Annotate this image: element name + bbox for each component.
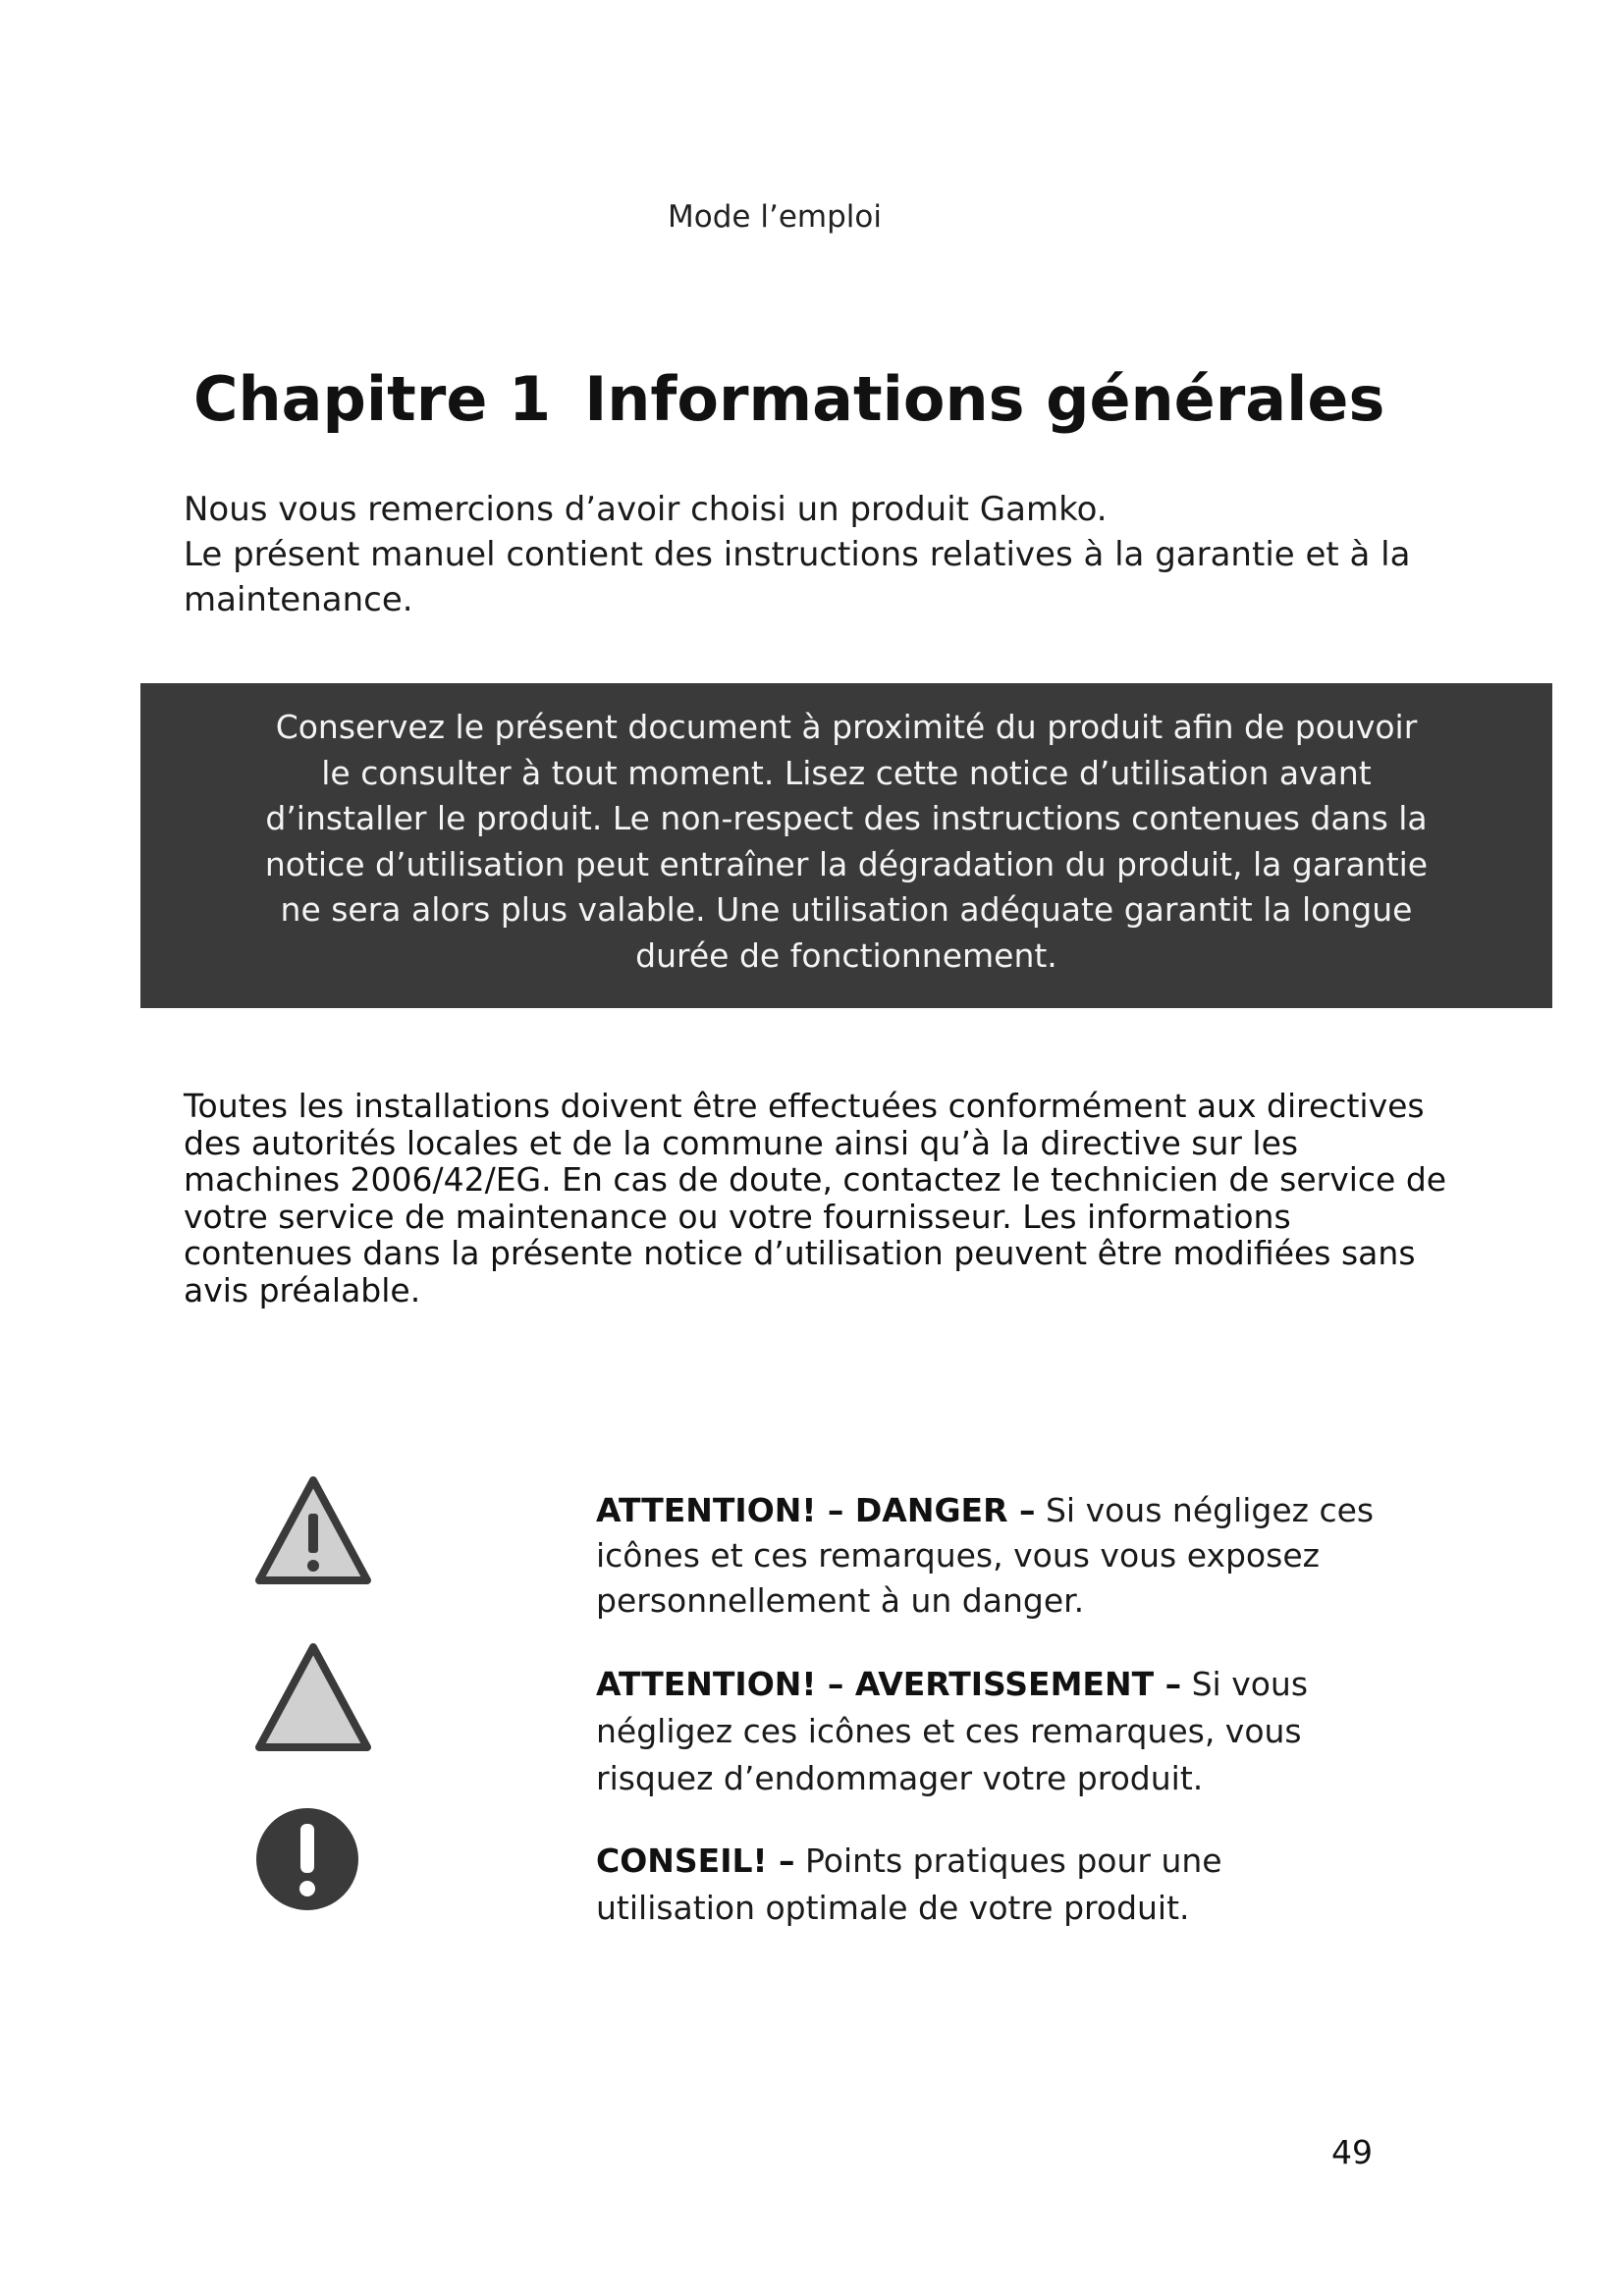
legend-warning bbox=[596, 1661, 1381, 1802]
legend-tip-keyword: CONSEIL! – bbox=[596, 1842, 795, 1880]
warning-triangle-icon bbox=[253, 1641, 373, 1753]
page-number: 49 bbox=[1331, 2133, 1373, 2171]
notice-text: Conservez le présent document à proximité du produit afin de pouvoir le consulter à tout moment. Lisez cette notice d’utilisation avant d’installer le produit. Le non-respect des instructions contenues dans la notice d’utilisation peut entraîner la dégradation du produit, la garantie ne sera alors plus valable. Une utilisation adéquate garantit la longue durée de fonctionnement. bbox=[264, 708, 1429, 975]
legend-danger-keyword: ATTENTION! – DANGER – bbox=[596, 1491, 1036, 1529]
tip-exclamation-icon bbox=[253, 1804, 373, 1914]
running-header: Mode l’emploi bbox=[668, 199, 882, 235]
intro-line-manual: Le présent manuel contient des instructions relatives à la garantie et à la maintenance. bbox=[184, 535, 1411, 619]
chapter-title bbox=[193, 363, 1384, 435]
legend-danger bbox=[596, 1488, 1381, 1624]
intro-paragraph bbox=[184, 487, 1421, 622]
legend-warning-keyword: ATTENTION! – AVERTISSEMENT – bbox=[596, 1665, 1182, 1703]
installation-paragraph: Toutes les installations doivent être effectuées conformément aux directives des autorités locales et de la commune ainsi qu’à la directive sur les machines 2006/42/EG. En cas de doute, contactez le technicien de service de votre service de maintenance ou votre fournisseur. Les informations contenues dans la présente notice d’utilisation peuvent être modifiées sans avis préalable. bbox=[184, 1087, 1447, 1309]
legend-tip-text: Points pratiques pour une utilisation optimale de votre produit. bbox=[596, 1842, 1222, 1927]
intro-line-thanks: Nous vous remercions d’avoir choisi un produit Gamko. bbox=[184, 490, 1108, 529]
chapter-name: Informations générales bbox=[584, 363, 1385, 435]
danger-triangle-icon bbox=[253, 1474, 373, 1586]
legend-warning-text: Si vous négligez ces icônes et ces remarques, vous risquez d’endommager votre produit. bbox=[596, 1665, 1309, 1797]
legend-danger-text: Si vous négligez ces icônes et ces remarques, vous vous exposez personnellement à un danger. bbox=[596, 1491, 1375, 1620]
chapter-number: Chapitre 1 bbox=[193, 363, 552, 435]
legend-tip bbox=[596, 1838, 1381, 1932]
notice-box bbox=[140, 683, 1552, 1008]
